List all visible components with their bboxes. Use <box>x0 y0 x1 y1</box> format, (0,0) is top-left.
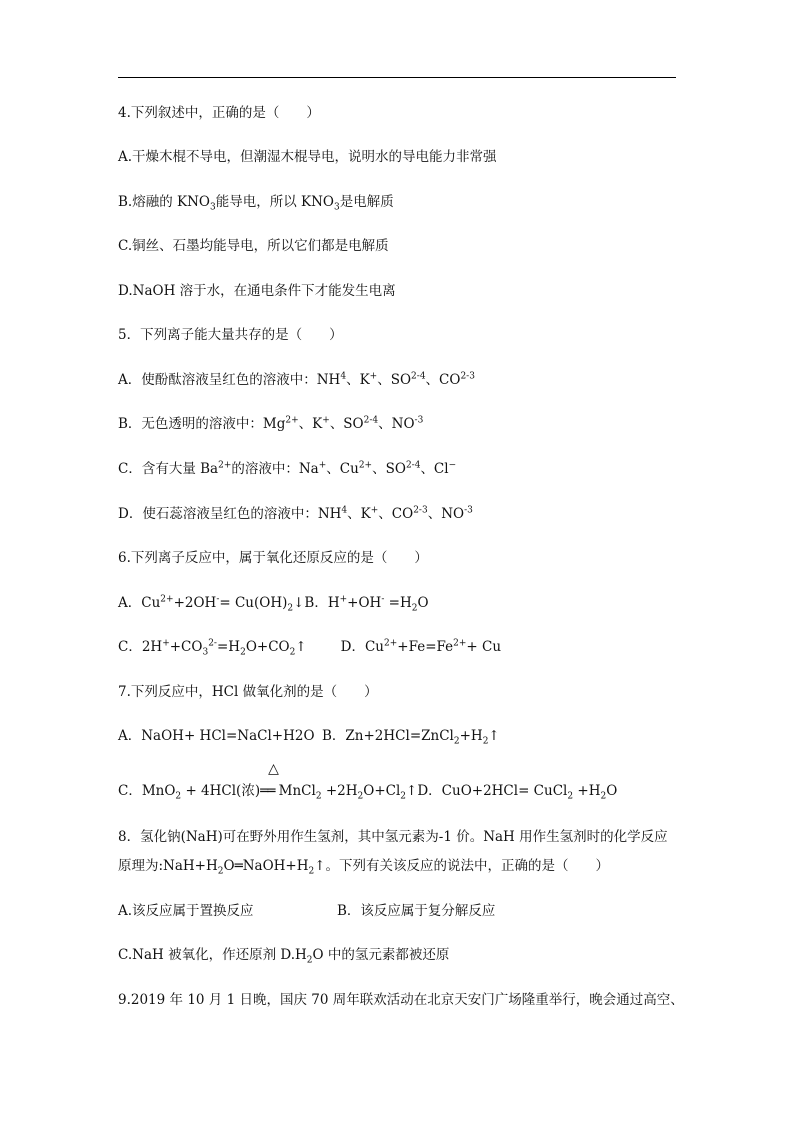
q4-option-a: A.干燥木棍不导电，但潮湿木棍导电，说明水的导电能力非常强 <box>118 149 497 165</box>
q4-option-b: B.熔融的 $KNO_3$能导电，所以 $KNO_3$是电解质 <box>118 194 394 213</box>
q4-option-c: C.铜丝、石墨均能导电，所以它们都是电解质 <box>118 238 389 254</box>
heating-condition-mark: △ ══ <box>260 761 279 799</box>
header-rule <box>118 77 676 78</box>
q4-option-d: D.NaOH 溶于水，在通电条件下才能发生电离 <box>118 283 396 299</box>
q4-stem: 4.下列叙述中，正确的是（ ） <box>118 105 320 121</box>
q7-stem: 7.下列反应中，HCl 做氧化剂的是（ ） <box>118 684 378 700</box>
q7-option-b: B．$Zn+2HCl=ZnCl_2+H_2↑$ <box>322 728 500 747</box>
q8-option-b: B．该反应属于复分解反应 <box>337 903 496 919</box>
q6-options-cd: C．$2H^++CO_3^{2-}=H_2O+CO_2↑$ D．$Cu^{2+}+Fe=Fe^{2+}+ Cu$ <box>118 638 502 658</box>
q5-option-d: D．使石蕊溶液呈红色的溶液中：$NH^4$、K+、CO$^{2-3}$、$NO^{-3}$ <box>118 505 473 522</box>
q6-options-ab: A．$Cu^{2+}+2OH^-=$ $Cu(OH)_2↓B$．$H^++OH^- =H_2O$ <box>118 594 429 614</box>
q8-stem-line2: 原理为$:NaH+H_2O═NaOH+H_2↑$。下列有关该反应的说法中，正确的是（ ） <box>118 858 610 877</box>
q8-stem-line1: 8．氢化钠(NaH)可在野外用作生氢剂，其中氢元素为-1 价。NaH 用作生氢剂时的化学反应 <box>118 829 668 845</box>
q7-options-cd: C．MnO$_2$ + 4HCl(浓) △ ══ MnCl$_2$ $+2H_2O+Cl_2↑D$．CuO+2HCl= CuCl$_2$ $+H_2O$ <box>118 761 618 802</box>
q7-option-a: A．NaOH+ HCl=NaCl+H2O <box>118 728 315 744</box>
q5-stem: 5．下列离子能大量共存的是（ ） <box>118 327 343 343</box>
q5-option-c: C．含有大量 $Ba^{2+}$的溶液中：Na+、$Cu^{2+}$、SO$^{2-4}$、Cl− <box>118 460 457 477</box>
q5-option-b: B．无色透明的溶液中：$Mg^{2+}$、K+、SO$^{2-4}$、$NO^{-3}$ <box>118 415 424 432</box>
q9-stem: 9.2019 年 10 月 1 日晚，国庆 70 周年联欢活动在北京天安门广场隆重举行，晚会通过高空、 <box>118 992 684 1008</box>
q8-options-cd: C.NaH 被氧化，作还原剂 $D.H_2O$ 中的氢元素都被还原 <box>118 947 450 966</box>
q8-option-a: A.该反应属于置换反应 <box>118 903 254 919</box>
q5-option-a: A．使酚酞溶液呈红色的溶液中：$NH^4$、K+、SO$^{2-4}$、CO$^{2-3}$ <box>118 371 475 388</box>
q6-stem: 6.下列离子反应中，属于氧化还原反应的是（ ） <box>118 550 428 566</box>
